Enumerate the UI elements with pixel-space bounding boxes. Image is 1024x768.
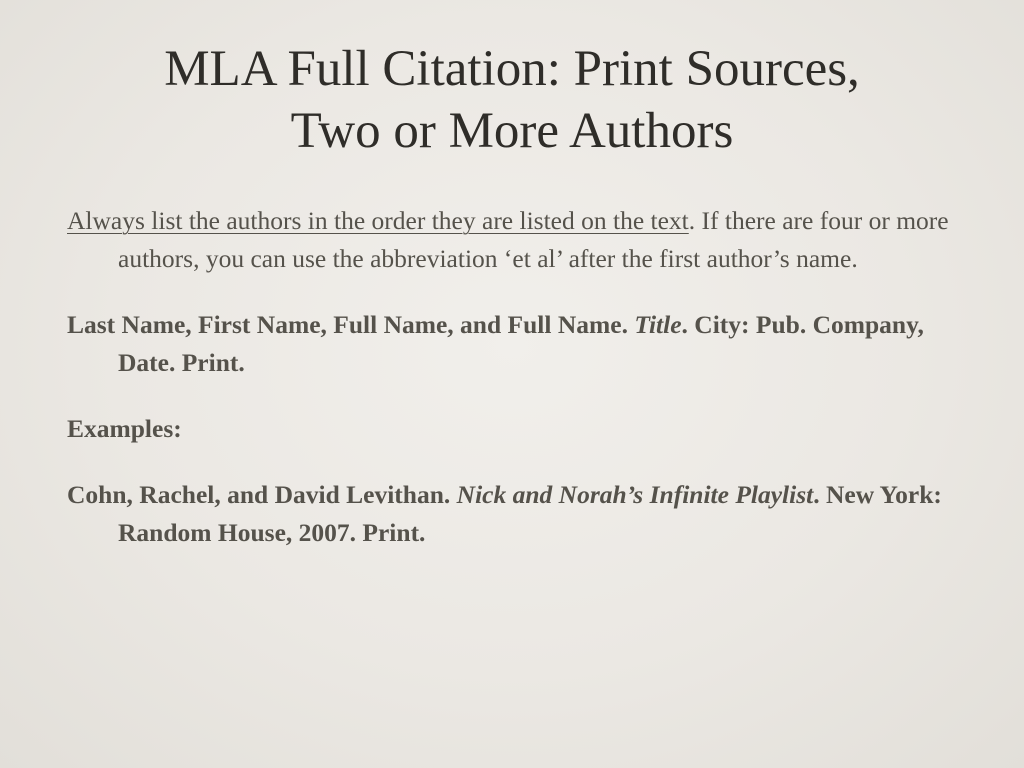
- example-rest: . New York: Random House, 2007. Print.: [118, 480, 942, 547]
- example-title: Nick and Norah’s Infinite Playlist: [456, 480, 814, 509]
- format-title: Title: [634, 310, 682, 339]
- format-publication: City: Pub. Company, Date. Print.: [118, 310, 924, 377]
- example-authors: Cohn, Rachel, and David Levithan.: [67, 480, 451, 509]
- slide-title-line-1: MLA Full Citation: Print Sources,: [164, 41, 860, 97]
- citation-format: [67, 306, 967, 382]
- format-authors: Last Name, First Name, Full Name, and Full Name.: [67, 310, 628, 339]
- format-period: .: [681, 310, 688, 339]
- slide-title: [40, 38, 984, 162]
- intro-paragraph: [67, 202, 967, 278]
- slide-body: [67, 202, 967, 580]
- example-citation: [67, 476, 967, 552]
- intro-rest-text: . If there are four or more authors, you can use the abbreviation ‘et al’ after the first author’s name.: [118, 206, 949, 273]
- intro-underlined-text: Always list the authors in the order they are listed on the text: [67, 206, 689, 235]
- slide-title-line-2: Two or More Authors: [290, 103, 734, 159]
- examples-heading: Examples:: [67, 414, 182, 443]
